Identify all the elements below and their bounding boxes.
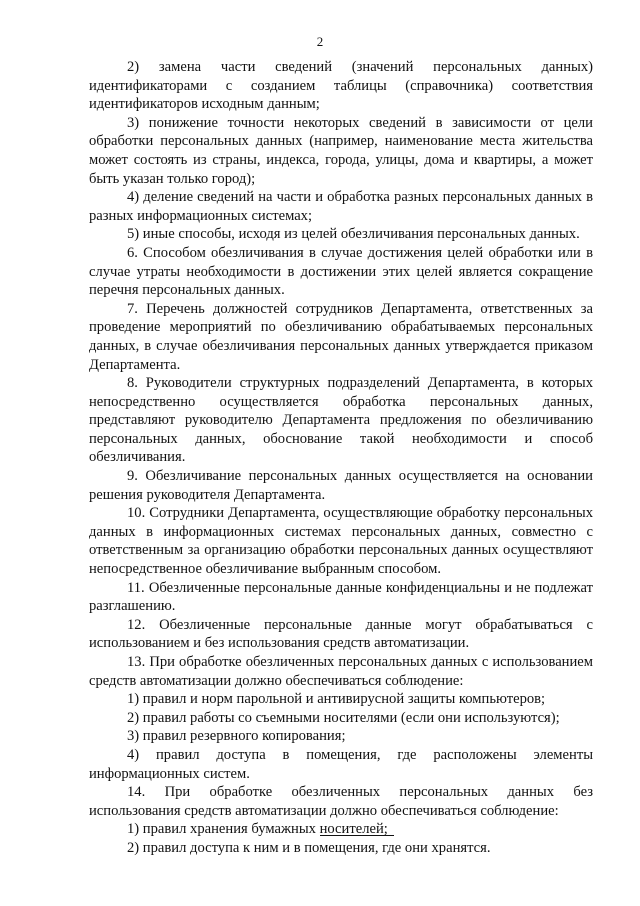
paragraph: 14. При обработке обезличенных персональных данных без использования средств автоматизации должно обеспечиваться соблюдение: <box>89 784 593 819</box>
end-rule-divider <box>320 835 394 836</box>
paragraph: 10. Сотрудники Департамента, осуществляющие обработку персональных данных в информационных системах персональных данных, совместно с ответственным за организацию обработки персональных данных осуществляют непосредственное обезличивание выбранным способом. <box>89 505 593 578</box>
paragraph: 6. Способом обезличивания в случае достижения целей обработки или в случае утраты необходимости в достижении этих целей является сокращение перечня персональных данных. <box>89 244 593 299</box>
paragraph: 13. При обработке обезличенных персональных данных с использованием средств автоматизации должно обеспечиваться соблюдение: <box>89 654 593 689</box>
paragraph: 3) понижение точности некоторых сведений в зависимости от цели обработки персональных данных (например, наименование места жительства может состоять из страны, индекса, города, улицы, дома и квартиры, а может быть указан только город); <box>89 114 593 187</box>
paragraph: 2) замена части сведений (значений персональных данных) идентификаторами с созданием таблицы (справочника) соответствия идентификаторов исходным данным; <box>89 59 593 113</box>
paragraph: 1) правил хранения бумажных носителей; <box>127 821 388 838</box>
paragraph: 5) иные способы, исходя из целей обезличивания персональных данных. <box>127 226 580 243</box>
paragraph: 4) деление сведений на части и обработка разных персональных данных в разных информационных системах; <box>89 189 593 224</box>
paragraph: 7. Перечень должностей сотрудников Департамента, ответственных за проведение мероприятий по обезличиванию обрабатываемых персональных данных, в случае обезличивания персональных данных утверждается приказом Департамента. <box>89 300 593 373</box>
paragraph: 2) правил работы со съемными носителями (если они используются); <box>127 709 560 726</box>
paragraph: 1) правил и норм парольной и антивирусной защиты компьютеров; <box>127 691 546 708</box>
paragraph: 2) правил доступа к ним и в помещения, где они хранятся. <box>127 839 491 856</box>
document-body <box>89 58 593 858</box>
paragraph: 8. Руководители структурных подразделений Департамента, в которых непосредственно осуществляется обработка персональных данных, представляют руководителю Департамента предложения по обезличиванию персональных данных, обоснование такой необходимости и способ обезличивания. <box>89 375 593 466</box>
paragraph: 3) правил резервного копирования; <box>127 728 346 745</box>
paragraph: 11. Обезличенные персональные данные конфиденциальны и не подлежат разглашению. <box>89 579 593 615</box>
paragraph: 12. Обезличенные персональные данные могут обрабатываться с использованием и без использования средств автоматизации. <box>89 616 593 652</box>
paragraph: 4) правил доступа в помещения, где расположены элементы информационных систем. <box>89 746 593 782</box>
page-number: 2 <box>316 34 324 49</box>
paragraph: 9. Обезличивание персональных данных осуществляется на основании решения руководителя Департамента. <box>89 468 593 503</box>
